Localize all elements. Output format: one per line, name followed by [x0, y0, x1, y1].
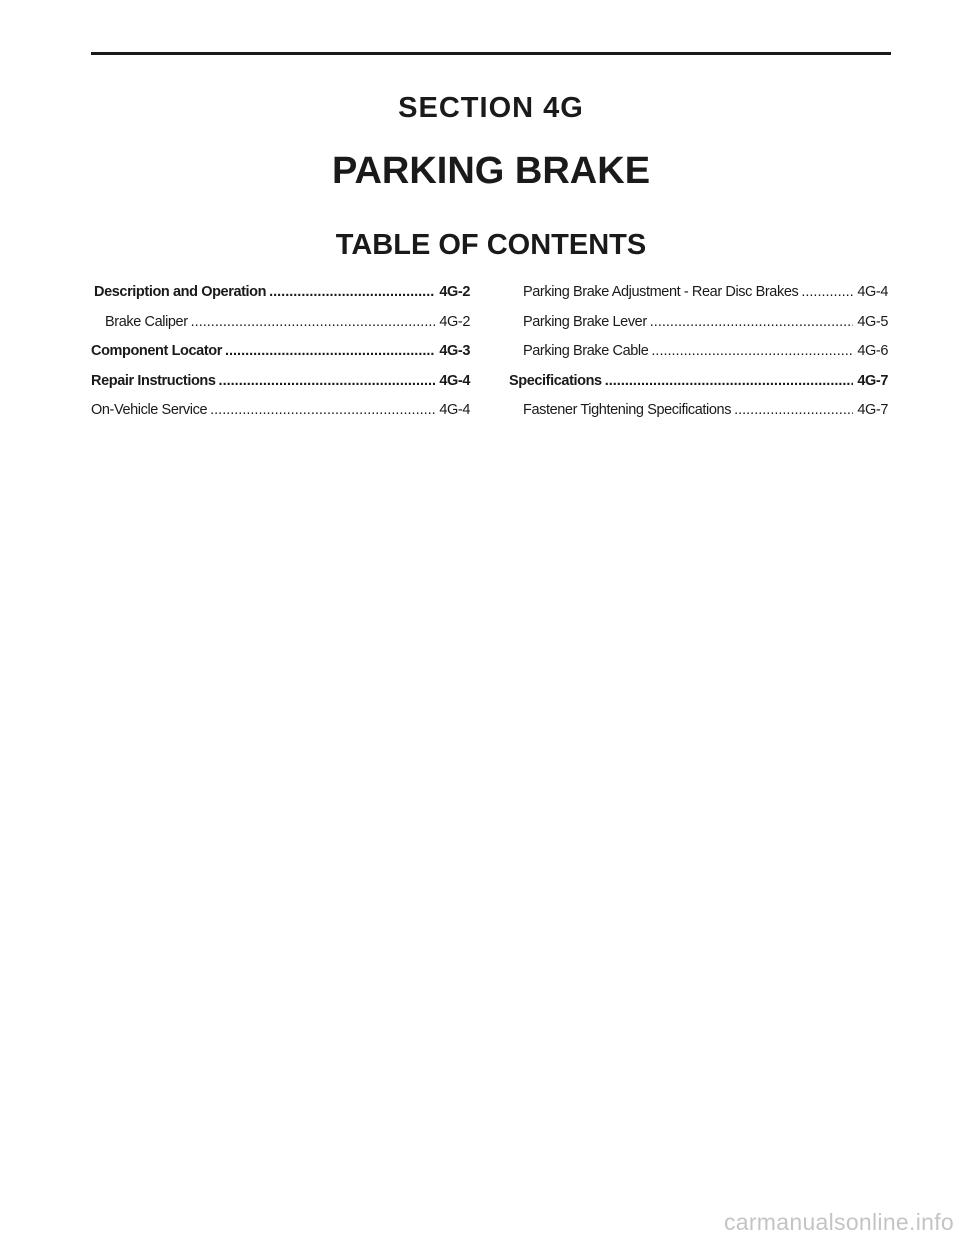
toc-entry-fastener-tightening-specifications[interactable] [509, 402, 891, 432]
toc-entry-parking-brake-adjustment[interactable] [509, 284, 891, 314]
toc-entry-label: Parking Brake Adjustment - Rear Disc Brakes [523, 284, 799, 300]
top-rule [91, 52, 891, 55]
dot-leader [191, 314, 436, 330]
page-title: PARKING BRAKE [331, 150, 651, 192]
dot-leader [225, 343, 435, 359]
toc-entry-label: Repair Instructions [91, 372, 216, 389]
toc-entry-parking-brake-cable[interactable] [509, 343, 891, 373]
watermark: carmanualsonline.info [723, 1209, 954, 1235]
toc-entry-label: Parking Brake Lever [523, 313, 647, 330]
dot-leader [650, 314, 854, 330]
toc-entry-brake-caliper[interactable] [91, 314, 473, 344]
dot-leader [651, 343, 853, 359]
toc-left-column [91, 284, 473, 432]
toc-entry-page: 4G-4 [439, 372, 470, 389]
toc-entry-label: Parking Brake Cable [523, 343, 649, 359]
toc-entry-page: 4G-3 [439, 343, 470, 359]
toc-entry-on-vehicle-service[interactable] [91, 402, 473, 432]
toc-entry-label: Brake Caliper [105, 313, 188, 330]
toc-entry-label: Component Locator [91, 343, 222, 359]
dot-leader [210, 402, 435, 418]
dot-leader [269, 284, 435, 300]
dot-leader [801, 284, 853, 300]
toc-entry-label: Fastener Tightening Specifications [523, 402, 732, 418]
toc-entry-page: 4G-5 [857, 313, 888, 330]
toc-entry-repair-instructions[interactable] [91, 373, 473, 403]
dot-leader [605, 373, 854, 389]
toc-right-column [509, 284, 891, 432]
toc-entry-page: 4G-2 [439, 284, 470, 300]
section-heading: SECTION 4G [398, 92, 584, 124]
toc-heading: TABLE OF CONTENTS [335, 229, 647, 261]
dot-leader [219, 373, 436, 389]
toc-entry-label: Description and Operation [94, 284, 267, 300]
toc-entry-component-locator[interactable] [91, 343, 473, 373]
toc-entry-page: 4G-6 [857, 343, 888, 359]
toc-entry-parking-brake-lever[interactable] [509, 314, 891, 344]
toc-entry-label: Specifications [509, 372, 602, 389]
toc-entry-label: On-Vehicle Service [91, 402, 208, 418]
toc-entry-page: 4G-4 [857, 284, 888, 300]
toc-entry-page: 4G-2 [439, 313, 470, 330]
toc-entry-specifications[interactable] [509, 373, 891, 403]
toc-entry-description-and-operation[interactable] [91, 284, 473, 314]
toc-entry-page: 4G-7 [857, 372, 888, 389]
dot-leader [734, 402, 853, 418]
toc-entry-page: 4G-7 [857, 402, 888, 418]
toc-entry-page: 4G-4 [439, 402, 470, 418]
